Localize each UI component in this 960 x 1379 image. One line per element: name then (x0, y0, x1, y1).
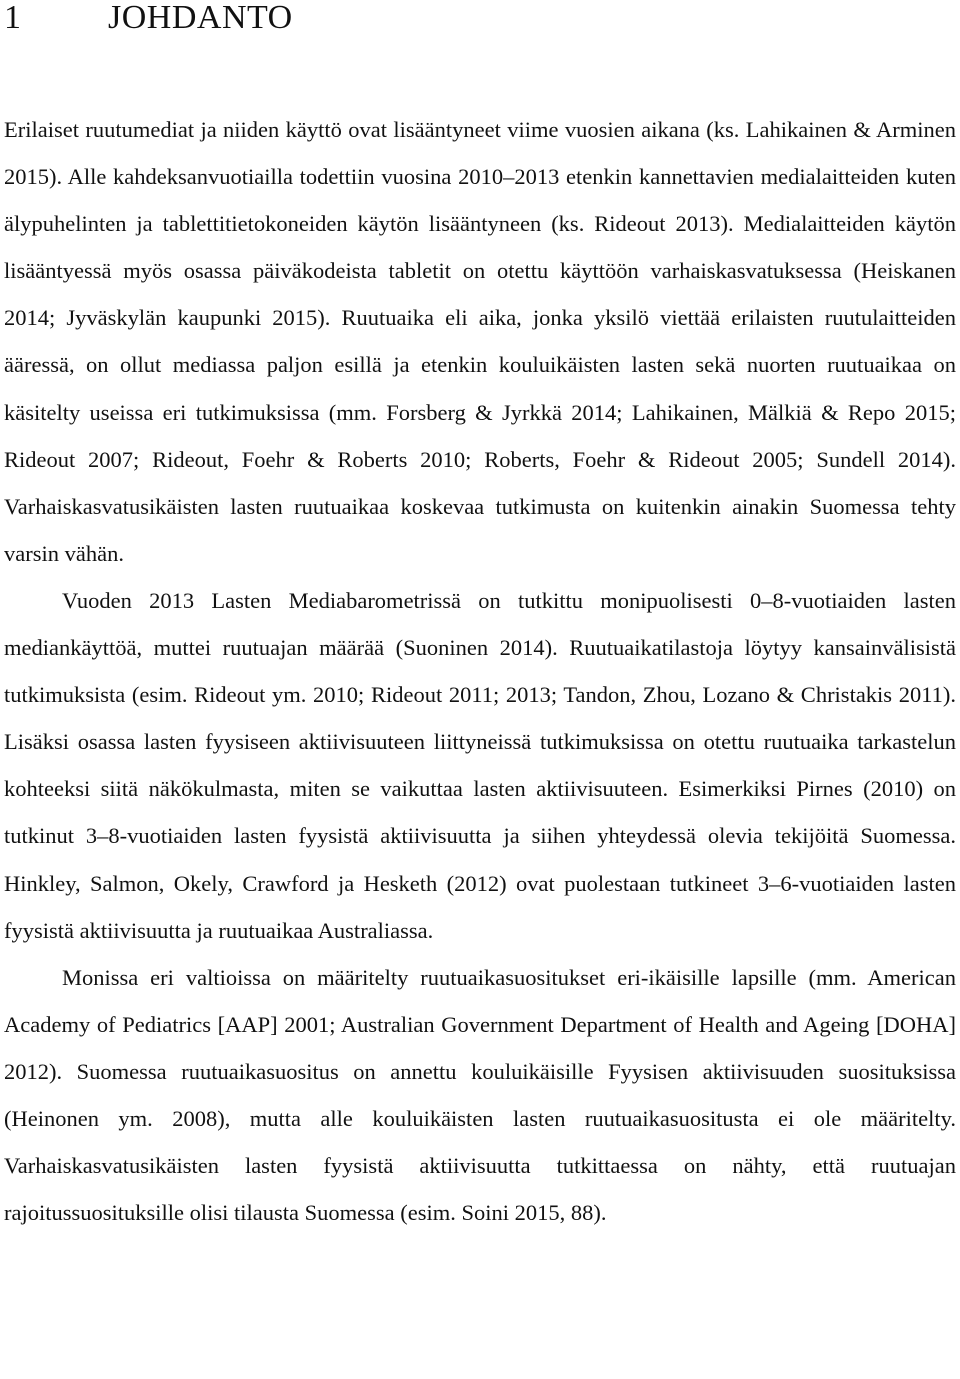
chapter-heading (4, 0, 956, 36)
paragraph-2: Vuoden 2013 Lasten Mediabarometrissä on tutkittu monipuolisesti 0–8-vuotiaiden lasten mediankäyttöä, muttei ruutuajan määrää (Suoninen 2014). Ruutuaikatilastoja löytyy kansainvälisistä tutkimuksista (esim. Rideout ym. 2010; Rideout 2011; 2013; Tandon, Zhou, Lozano & Christakis 2011). Lisäksi osassa lasten fyysiseen aktiivisuuteen liittyneissä tutkimuksissa on otettu ruutuaika tarkastelun kohteeksi siitä näkökulmasta, miten se vaikuttaa lasten aktiivisuuteen. Esimerkiksi Pirnes (2010) on tutkinut 3–8-vuotiaiden lasten fyysistä aktiivisuutta ja siihen yhteydessä olevia tekijöitä Suomessa. Hinkley, Salmon, Okely, Crawford ja Hesketh (2012) ovat puolestaan tutkineet 3–6-vuotiaiden lasten fyysistä aktiivisuutta ja ruutuaikaa Australiassa. (4, 587, 956, 943)
paragraph-1: Erilaiset ruutumediat ja niiden käyttö ovat lisääntyneet viime vuosien aikana (ks. Lahikainen & Arminen 2015). Alle kahdeksanvuotiailla todettiin vuosina 2010–2013 etenkin kannettavien medialaitteiden kuten älypuhelinten ja tablettitietokoneiden käytön lisääntyneen (ks. Rideout 2013). Medialaitteiden käytön lisääntyessä myös osassa päiväkodeista tabletit on otettu käyttöön varhaiskasvatuksessa (Heiskanen 2014; Jyväskylän kaupunki 2015). Ruutuaika eli aika, jonka yksilö viettää erilaisten ruutulaitteiden ääressä, on ollut mediassa paljon esillä ja etenkin kouluikäisten lasten sekä nuorten ruutuaikaa on käsitelty useissa eri tutkimuksissa (mm. Forsberg & Jyrkkä 2014; Lahikainen, Mälkiä & Repo 2015; Rideout 2007; Rideout, Foehr & Roberts 2010; Roberts, Foehr & Rideout 2005; Sundell 2014). Varhaiskasvatusikäisten lasten ruutuaikaa koskevaa tutkimusta on kuitenkin ainakin Suomessa tehty varsin vähän. (4, 117, 956, 566)
paragraph-3: Monissa eri valtioissa on määritelty ruutuaikasuositukset eri-ikäisille lapsille (mm. American Academy of Pediatrics [AAP] 2001; Australian Government Department of Health and Ageing [DOHA] 2012). Suomessa ruutuaikasuositus on annettu kouluikäisille Fyysisen aktiivisuuden suosituksissa (Heinonen ym. 2008), mutta alle kouluikäisten lasten ruutuaikasuositusta ei ole määritelty. Varhaiskasvatusikäisten lasten fyysistä aktiivisuutta tutkittaessa on nähty, että ruutuajan rajoitussuosituksille olisi tilausta Suomessa (esim. Soini 2015, 88). (4, 964, 956, 1226)
chapter-title: JOHDANTO (108, 0, 293, 36)
document-page (4, 0, 956, 1236)
chapter-number: 1 (4, 0, 22, 36)
